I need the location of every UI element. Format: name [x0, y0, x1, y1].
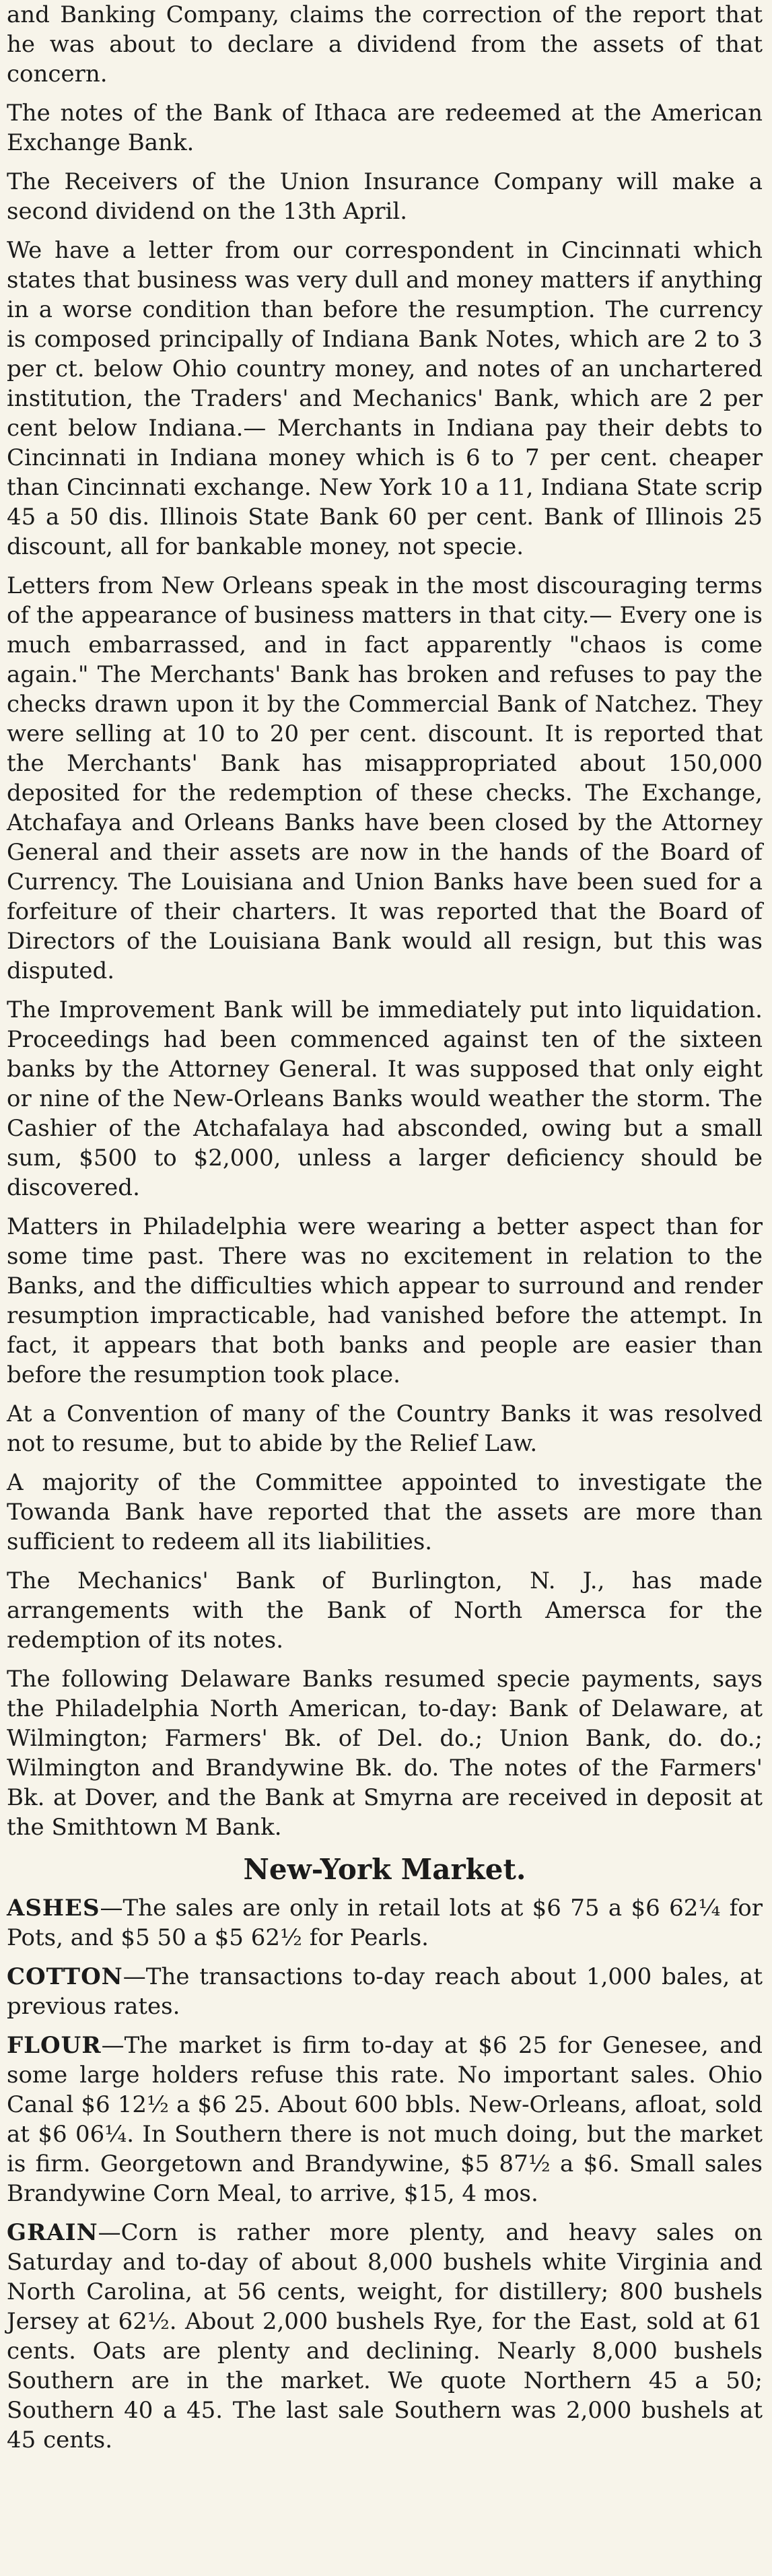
market-item-ashes [7, 1893, 763, 1953]
paragraph-philadelphia: Matters in Philadelphia were wearing a better aspect than for some time past. There was no excitement in relation to the Banks, and the difficulties which appear to surround and render resumption impracticable, had vanished before the attempt. In fact, it appears that both banks and people are easier than before the resumption took place. [7, 1213, 763, 1388]
market-item-flour [7, 2031, 763, 2208]
paragraph-bank-of-ithaca: The notes of the Bank of Ithaca are redeemed at the American Exchange Bank. [7, 100, 763, 156]
paragraph-new-orleans: Letters from New Orleans speak in the most discouraging terms of the appearance of business matters in that city.— Every one is much embarrassed, and in fact apparently "chaos is come again." The Merchants' Bank has broken and refuses to pay the checks drawn upon it by the Commercial Bank of Natchez. They were selling at 10 to 20 per cent. discount. It is reported that the Merchants' Bank has misappropriated about 150,000 deposited for the redemption of these checks. The Exchange, Atchafaya and Orleans Banks have been closed by the Attorney General and their assets are now in the hands of the Board of Currency. The Louisiana and Union Banks have been sued for a forfeiture of their charters. It was reported that the Board of Directors of the Louisiana Bank would all resign, but this was disputed. [7, 572, 763, 984]
market-item-text: —The market is firm to-day at $6 25 for Genesee, and some large holders refuse this rate. No important sales. Ohio Canal $6 12½ a $6 25. About 600 bbls. New-Orleans, afloat, sold at $6 06¼. In Southern there is not much doing, but the market is firm. Georgetown and Brandywine, $5 87½ a $6. Small sales Brandywine Corn Meal, to arrive, $15, 4 mos. [7, 2032, 763, 2207]
paragraph-union-insurance: The Receivers of the Union Insurance Company will make a second dividend on the 13th April. [7, 168, 763, 225]
paragraph-bank-report: and Banking Company, claims the correction of the report that he was about to declare a dividend from the assets of that concern. [7, 1, 763, 88]
market-heading: New-York Market. [243, 1853, 526, 1886]
paragraph-towanda-bank: A majority of the Committee appointed to investigate the Towanda Bank have reported that the assets are more than sufficient to redeem all its liabilities. [7, 1469, 763, 1555]
market-item-grain [7, 2218, 763, 2455]
market-item-lead: GRAIN [7, 2219, 98, 2246]
paragraph-delaware-banks: The following Delaware Banks resumed specie payments, says the Philadelphia North American, to-day: Bank of Delaware, at Wilmington; Farmers' Bk. of Del. do.; Union Bank, do. do.; Wilmington and Brandywine Bk. do. The notes of the Farmers' Bk. at Dover, and the Bank at Smyrna are received in deposit at the Smithtown M Bank. [7, 1666, 763, 1841]
market-item-text: —The transactions to-day reach about 1,000 bales, at previous rates. [7, 1963, 763, 2020]
market-item-lead: FLOUR [7, 2032, 102, 2059]
market-item-text: —The sales are only in retail lots at $6 75 a $6 62¼ for Pots, and $5 50 a $5 62½ for Pearls. [7, 1895, 763, 1951]
market-reports [7, 1893, 763, 2455]
market-item-text: —Corn is rather more plenty, and heavy sales on Saturday and to-day of about 8,000 bushels white Virginia and North Carolina, at 56 cents, weight, for distillery; 800 bushels Jersey at 62½. About 2,000 bushels Rye, for the East, sold at 61 cents. Oats are plenty and declining. Nearly 8,000 bushels Southern are in the market. We quote Northern 45 a 50; Southern 40 a 45. The last sale Southern was 2,000 bushels at 45 cents. [7, 2219, 763, 2453]
paragraph-improvement-bank: The Improvement Bank will be immediately put into liquidation. Proceedings had been commenced against ten of the sixteen banks by the Attorney General. It was supposed that only eight or nine of the New-Orleans Banks would weather the storm. The Cashier of the Atchafalaya had absconded, owing but a small sum, $500 to $2,000, unless a larger deficiency should be discovered. [7, 996, 763, 1201]
paragraph-cincinnati: We have a letter from our correspondent in Cincinnati which states that business was very dull and money matters if anything in a worse condition than before the resumption. The currency is composed principally of Indiana Bank Notes, which are 2 to 3 per ct. below Ohio country money, and notes of an unchartered institution, the Traders' and Mechanics' Bank, which are 2 per cent below Indiana.— Merchants in Indiana pay their debts to Cincinnati in Indiana money which is 6 to 7 per cent. cheaper than Cincinnati exchange. New York 10 a 11, Indiana State scrip 45 a 50 dis. Illinois State Bank 60 per cent. Bank of Illinois 25 discount, all for bankable money, not specie. [7, 237, 763, 560]
market-item-lead: COTTON [7, 1963, 123, 1990]
paragraph-burlington: The Mechanics' Bank of Burlington, N. J., has made arrangements with the Bank of North Amersca for the redemption of its notes. [7, 1567, 763, 1654]
paragraph-country-banks: At a Convention of many of the Country Banks it was resolved not to resume, but to abide by the Relief Law. [7, 1400, 763, 1457]
market-item-cotton [7, 1962, 763, 2021]
market-item-lead: ASHES [7, 1895, 100, 1922]
news-paragraphs [7, 0, 763, 1842]
